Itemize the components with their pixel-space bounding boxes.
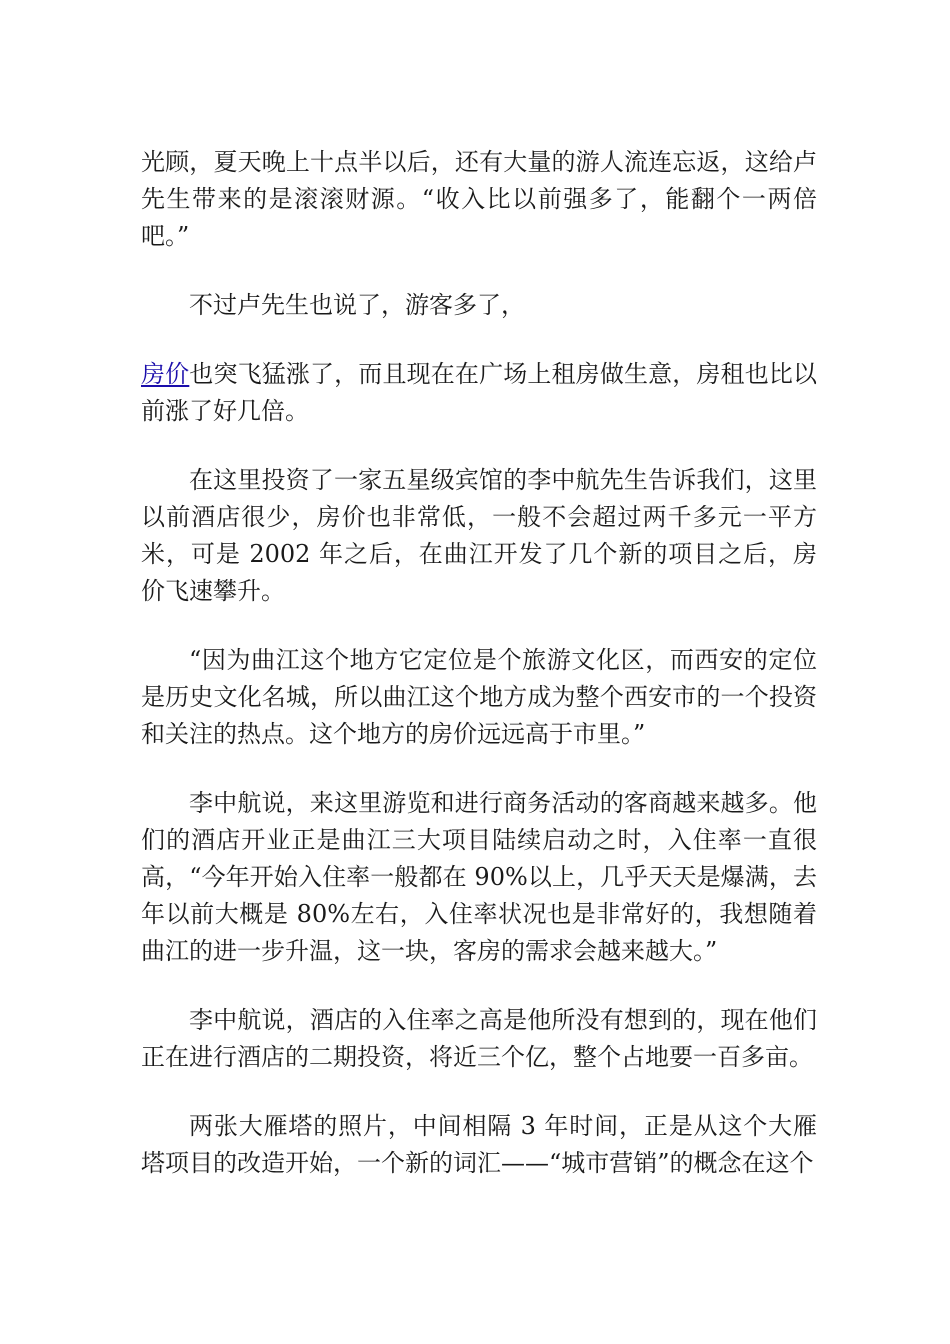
paragraph-4 [141, 462, 817, 610]
paragraph-6-text: 李中航说，来这里游览和进行商务活动的客商越来越多。他们的酒店开业正是曲江三大项目陆续启动之时，入住率一直很高，“今年开始入住率一般都在 90%以上，几乎天天是爆满，去年以前大概是 80%左右，入住率状况也是非常好的，我想随着曲江的进一步升温，这一块，客房的需求会越来越大。” [141, 789, 817, 965]
paragraph-5-text: “因为曲江这个地方它定位是个旅游文化区，而西安的定位是历史文化名城，所以曲江这个地方成为整个西安市的一个投资和关注的热点。这个地方的房价远远高于市里。” [141, 646, 817, 748]
paragraph-2 [141, 287, 817, 324]
paragraph-8-text: 两张大雁塔的照片，中间相隔 3 年时间，正是从这个大雁塔项目的改造开始，一个新的词汇——“城市营销”的概念在这个 [141, 1112, 817, 1177]
paragraph-5 [141, 642, 817, 753]
paragraph-2-text: 不过卢先生也说了，游客多了， [189, 291, 525, 319]
house-price-link[interactable]: 房价 [141, 360, 190, 388]
paragraph-3 [141, 356, 817, 430]
article-body [141, 144, 817, 1214]
paragraph-1-text: 光顾，夏天晚上十点半以后，还有大量的游人流连忘返，这给卢先生带来的是滚滚财源。“收入比以前强多了，能翻个一两倍吧。” [141, 148, 817, 250]
paragraph-7-text: 李中航说，酒店的入住率之高是他所没有想到的，现在他们正在进行酒店的二期投资，将近三个亿，整个占地要一百多亩。 [141, 1006, 817, 1071]
paragraph-4-text: 在这里投资了一家五星级宾馆的李中航先生告诉我们，这里以前酒店很少，房价也非常低，一般不会超过两千多元一平方米，可是 2002 年之后，在曲江开发了几个新的项目之后，房价飞速攀升。 [141, 466, 817, 605]
paragraph-3-text: 也突飞猛涨了，而且现在在广场上租房做生意，房租也比以前涨了好几倍。 [141, 360, 817, 425]
paragraph-1 [141, 144, 817, 255]
paragraph-8 [141, 1108, 817, 1182]
paragraph-6 [141, 785, 817, 970]
paragraph-7 [141, 1002, 817, 1076]
